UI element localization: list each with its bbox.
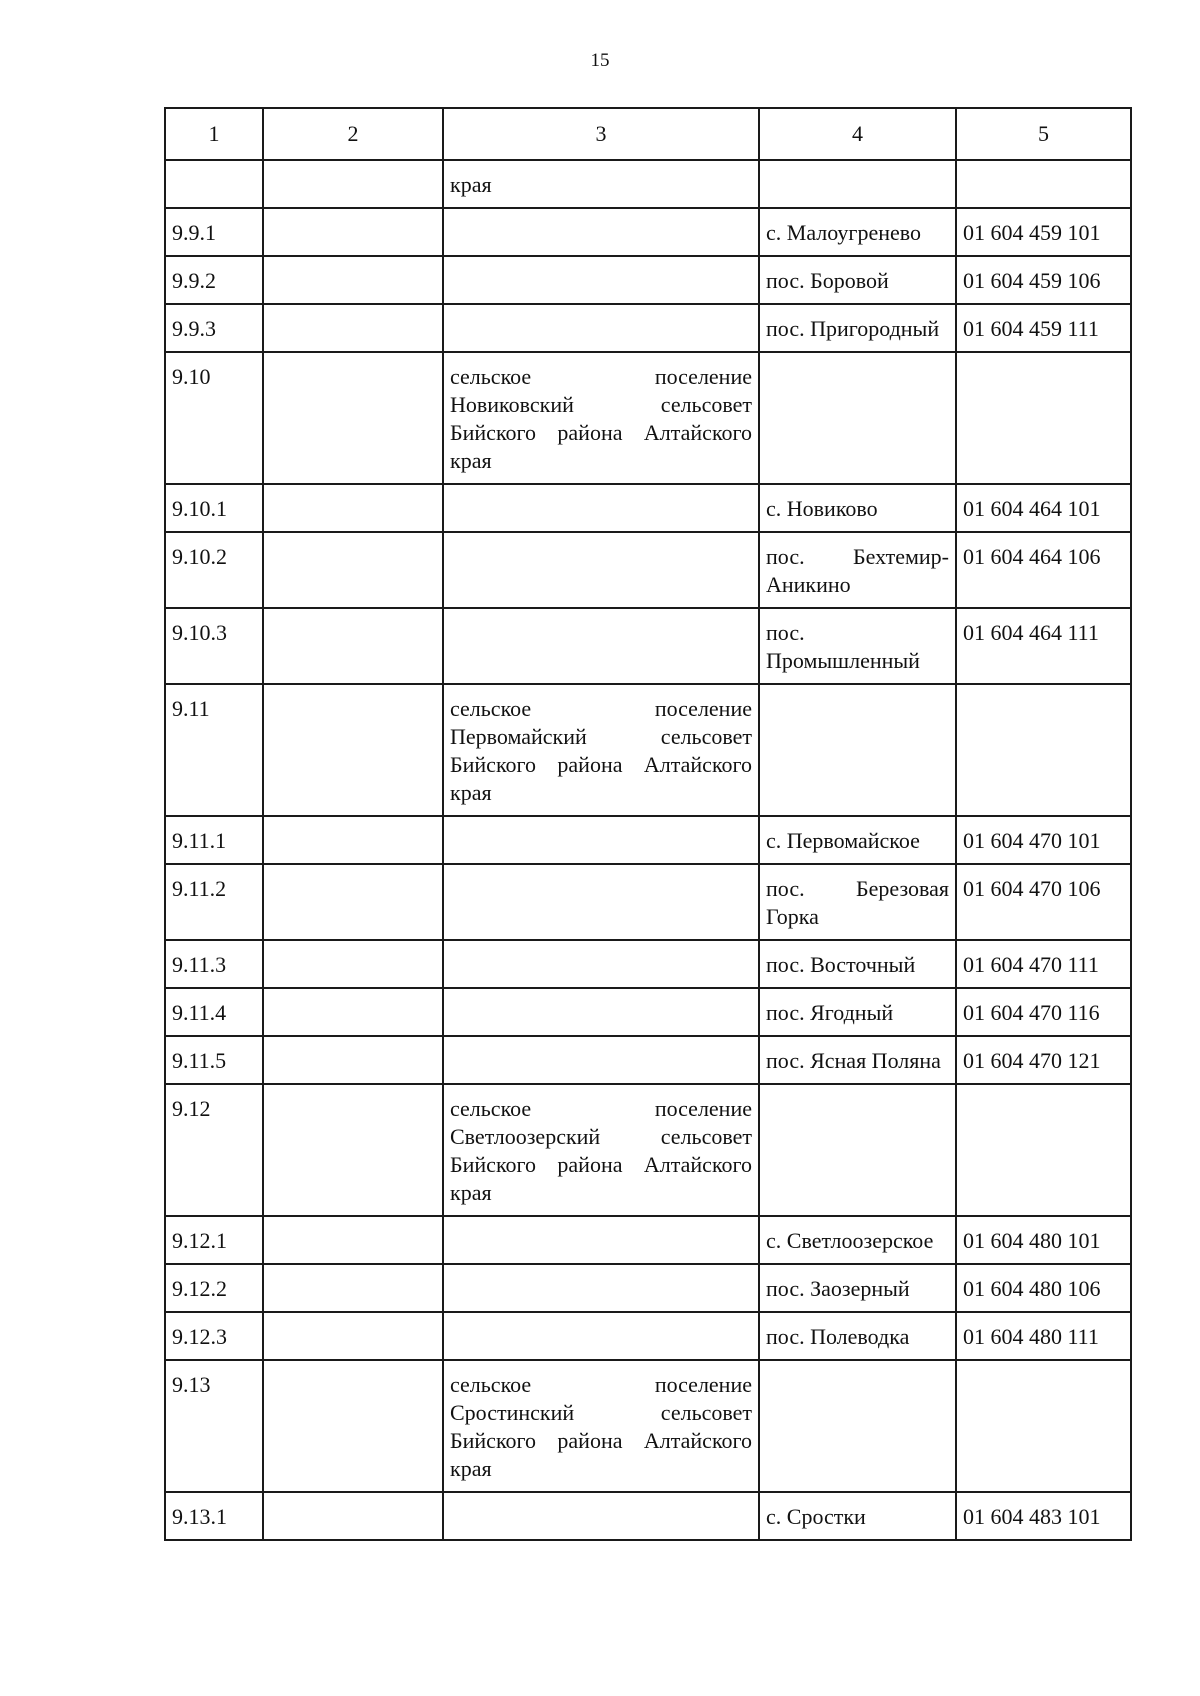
municipality-cell (443, 208, 759, 256)
settlement-cell: пос. Боровой (759, 256, 956, 304)
row-number-cell: 9.11.3 (165, 940, 263, 988)
municipality-cell (443, 864, 759, 940)
municipality-cell (443, 304, 759, 352)
oktmo-code-cell: 01 604 459 101 (956, 208, 1131, 256)
municipality-cell (443, 484, 759, 532)
row-number-cell: 9.9.1 (165, 208, 263, 256)
oktmo-code-cell: 01 604 459 111 (956, 304, 1131, 352)
municipality-cell (443, 532, 759, 608)
table-row (165, 608, 1131, 684)
settlement-cell: с. Сростки (759, 1492, 956, 1540)
oktmo-code-cell: 01 604 480 111 (956, 1312, 1131, 1360)
column-2-cell (263, 484, 443, 532)
municipality-cell (443, 940, 759, 988)
row-number-cell: 9.10 (165, 352, 263, 484)
table-header-row (165, 108, 1131, 160)
row-number-cell: 9.9.2 (165, 256, 263, 304)
table-row (165, 484, 1131, 532)
row-number-cell: 9.9.3 (165, 304, 263, 352)
settlement-cell: пос. Полеводка (759, 1312, 956, 1360)
column-2-cell (263, 816, 443, 864)
row-number-cell (165, 160, 263, 208)
column-2-cell (263, 1036, 443, 1084)
settlement-cell: с. Малоугренево (759, 208, 956, 256)
table-row (165, 532, 1131, 608)
settlement-cell: пос. Бехтемир-Аникино (759, 532, 956, 608)
row-number-cell: 9.12.1 (165, 1216, 263, 1264)
table-row (165, 1084, 1131, 1216)
municipality-cell: сельское поселение Новиковский сельсовет Бийского района Алтайского края (443, 352, 759, 484)
column-2-cell (263, 940, 443, 988)
oktmo-code-cell: 01 604 470 121 (956, 1036, 1131, 1084)
settlement-cell: пос. Заозерный (759, 1264, 956, 1312)
row-number-cell: 9.13.1 (165, 1492, 263, 1540)
row-number-cell: 9.10.1 (165, 484, 263, 532)
column-2-cell (263, 160, 443, 208)
column-2-cell (263, 256, 443, 304)
oktmo-code-cell: 01 604 483 101 (956, 1492, 1131, 1540)
municipality-cell (443, 1216, 759, 1264)
row-number-cell: 9.13 (165, 1360, 263, 1492)
table-row (165, 940, 1131, 988)
row-number-cell: 9.10.3 (165, 608, 263, 684)
oktmo-code-cell (956, 684, 1131, 816)
table-row (165, 256, 1131, 304)
column-header-4: 4 (759, 108, 956, 160)
column-2-cell (263, 608, 443, 684)
row-number-cell: 9.12.3 (165, 1312, 263, 1360)
column-2-cell (263, 304, 443, 352)
settlement-cell: пос. Восточный (759, 940, 956, 988)
settlement-cell: с. Светлоозерское (759, 1216, 956, 1264)
column-2-cell (263, 352, 443, 484)
column-2-cell (263, 1312, 443, 1360)
settlement-cell (759, 684, 956, 816)
oktmo-code-cell: 01 604 464 101 (956, 484, 1131, 532)
oktmo-code-cell: 01 604 480 106 (956, 1264, 1131, 1312)
municipality-cell (443, 1492, 759, 1540)
municipality-cell (443, 1264, 759, 1312)
row-number-cell: 9.11.2 (165, 864, 263, 940)
municipality-cell (443, 1036, 759, 1084)
settlement-cell: пос. Ясная Поляна (759, 1036, 956, 1084)
oktmo-code-cell (956, 1360, 1131, 1492)
table-row (165, 208, 1131, 256)
column-header-1: 1 (165, 108, 263, 160)
column-2-cell (263, 988, 443, 1036)
table-row (165, 816, 1131, 864)
column-header-2: 2 (263, 108, 443, 160)
settlement-cell: с. Первомайское (759, 816, 956, 864)
oktmo-code-cell: 01 604 459 106 (956, 256, 1131, 304)
municipality-cell: сельское поселение Светлоозерский сельсовет Бийского района Алтайского края (443, 1084, 759, 1216)
municipality-cell (443, 608, 759, 684)
column-header-3: 3 (443, 108, 759, 160)
oktmo-code-cell: 01 604 470 111 (956, 940, 1131, 988)
row-number-cell: 9.12.2 (165, 1264, 263, 1312)
table-row (165, 1492, 1131, 1540)
column-2-cell (263, 1264, 443, 1312)
row-number-cell: 9.10.2 (165, 532, 263, 608)
column-2-cell (263, 684, 443, 816)
oktmo-code-cell: 01 604 470 106 (956, 864, 1131, 940)
table-row (165, 160, 1131, 208)
table-row (165, 1216, 1131, 1264)
settlement-cell: пос. Пригородный (759, 304, 956, 352)
row-number-cell: 9.12 (165, 1084, 263, 1216)
settlement-cell (759, 352, 956, 484)
table-row (165, 304, 1131, 352)
municipality-cell (443, 1312, 759, 1360)
oktmo-code-cell (956, 160, 1131, 208)
page-number: 15 (590, 50, 610, 71)
row-number-cell: 9.11.5 (165, 1036, 263, 1084)
column-2-cell (263, 1492, 443, 1540)
table-row (165, 1036, 1131, 1084)
oktmo-code-cell (956, 1084, 1131, 1216)
oktmo-code-cell: 01 604 464 106 (956, 532, 1131, 608)
settlement-cell (759, 1084, 956, 1216)
settlement-cell: пос. Промышленный (759, 608, 956, 684)
row-number-cell: 9.11 (165, 684, 263, 816)
table-row (165, 988, 1131, 1036)
column-2-cell (263, 532, 443, 608)
settlements-table (164, 107, 1132, 1541)
settlement-cell (759, 1360, 956, 1492)
settlement-cell (759, 160, 956, 208)
table-row (165, 1360, 1131, 1492)
column-header-5: 5 (956, 108, 1131, 160)
oktmo-code-cell (956, 352, 1131, 484)
column-2-cell (263, 1360, 443, 1492)
settlement-cell: с. Новиково (759, 484, 956, 532)
municipality-cell: сельское поселение Первомайский сельсовет Бийского района Алтайского края (443, 684, 759, 816)
municipality-cell (443, 988, 759, 1036)
oktmo-code-cell: 01 604 480 101 (956, 1216, 1131, 1264)
table-row (165, 1312, 1131, 1360)
municipality-cell: края (443, 160, 759, 208)
table-row (165, 864, 1131, 940)
table-row (165, 1264, 1131, 1312)
column-2-cell (263, 208, 443, 256)
municipality-cell: сельское поселение Сростинский сельсовет Бийского района Алтайского края (443, 1360, 759, 1492)
municipality-cell (443, 816, 759, 864)
row-number-cell: 9.11.4 (165, 988, 263, 1036)
row-number-cell: 9.11.1 (165, 816, 263, 864)
oktmo-code-cell: 01 604 470 101 (956, 816, 1131, 864)
oktmo-code-cell: 01 604 464 111 (956, 608, 1131, 684)
oktmo-code-cell: 01 604 470 116 (956, 988, 1131, 1036)
column-2-cell (263, 1084, 443, 1216)
column-2-cell (263, 1216, 443, 1264)
municipality-cell (443, 256, 759, 304)
table-row (165, 684, 1131, 816)
settlement-cell: пос. Березовая Горка (759, 864, 956, 940)
table-row (165, 352, 1131, 484)
settlement-cell: пос. Ягодный (759, 988, 956, 1036)
column-2-cell (263, 864, 443, 940)
